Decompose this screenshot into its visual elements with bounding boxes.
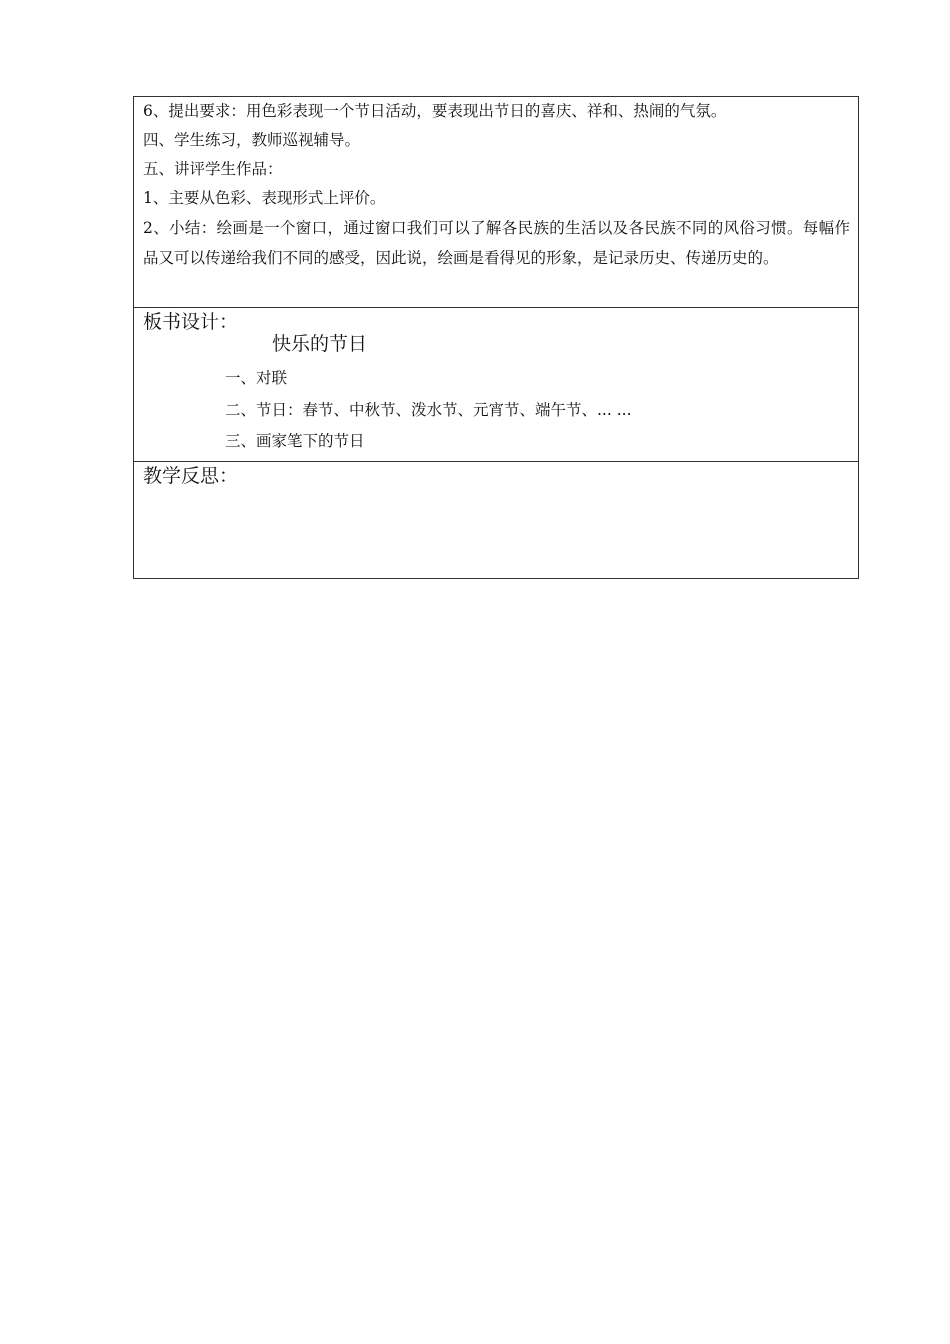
board-title: 快乐的节日 (272, 333, 368, 355)
board-item: 一、对联 (225, 369, 288, 387)
process-line: 四、学生练习，教师巡视辅导。 (143, 131, 361, 149)
reflection-row (134, 462, 859, 579)
process-line: 6、提出要求：用色彩表现一个节日活动，要表现出节日的喜庆、祥和、热闹的气氛。 (143, 102, 727, 120)
lesson-plan-table (133, 96, 859, 579)
process-line: 五、讲评学生作品： (143, 160, 283, 178)
board-item: 二、节日：春节、中秋节、泼水节、元宵节、端午节、... ... (225, 401, 632, 419)
board-item: 三、画家笔下的节日 (225, 432, 365, 450)
reflection-cell (134, 462, 859, 579)
board-design-cell (134, 308, 859, 462)
board-design-heading: 板书设计： (143, 311, 239, 333)
process-line: 1、主要从色彩、表现形式上评价。 (143, 189, 386, 207)
board-design-row (134, 308, 859, 462)
teaching-process-row (134, 97, 859, 308)
process-summary: 2、小结：绘画是一个窗口，通过窗口我们可以了解各民族的生活以及各民族不同的风俗习惯。每幅作品又可以传递给我们不同的感受，因此说，绘画是看得见的形象，是记录历史、传递历史的。 (143, 219, 850, 267)
reflection-heading: 教学反思： (143, 465, 239, 487)
teaching-process-cell (134, 97, 859, 308)
